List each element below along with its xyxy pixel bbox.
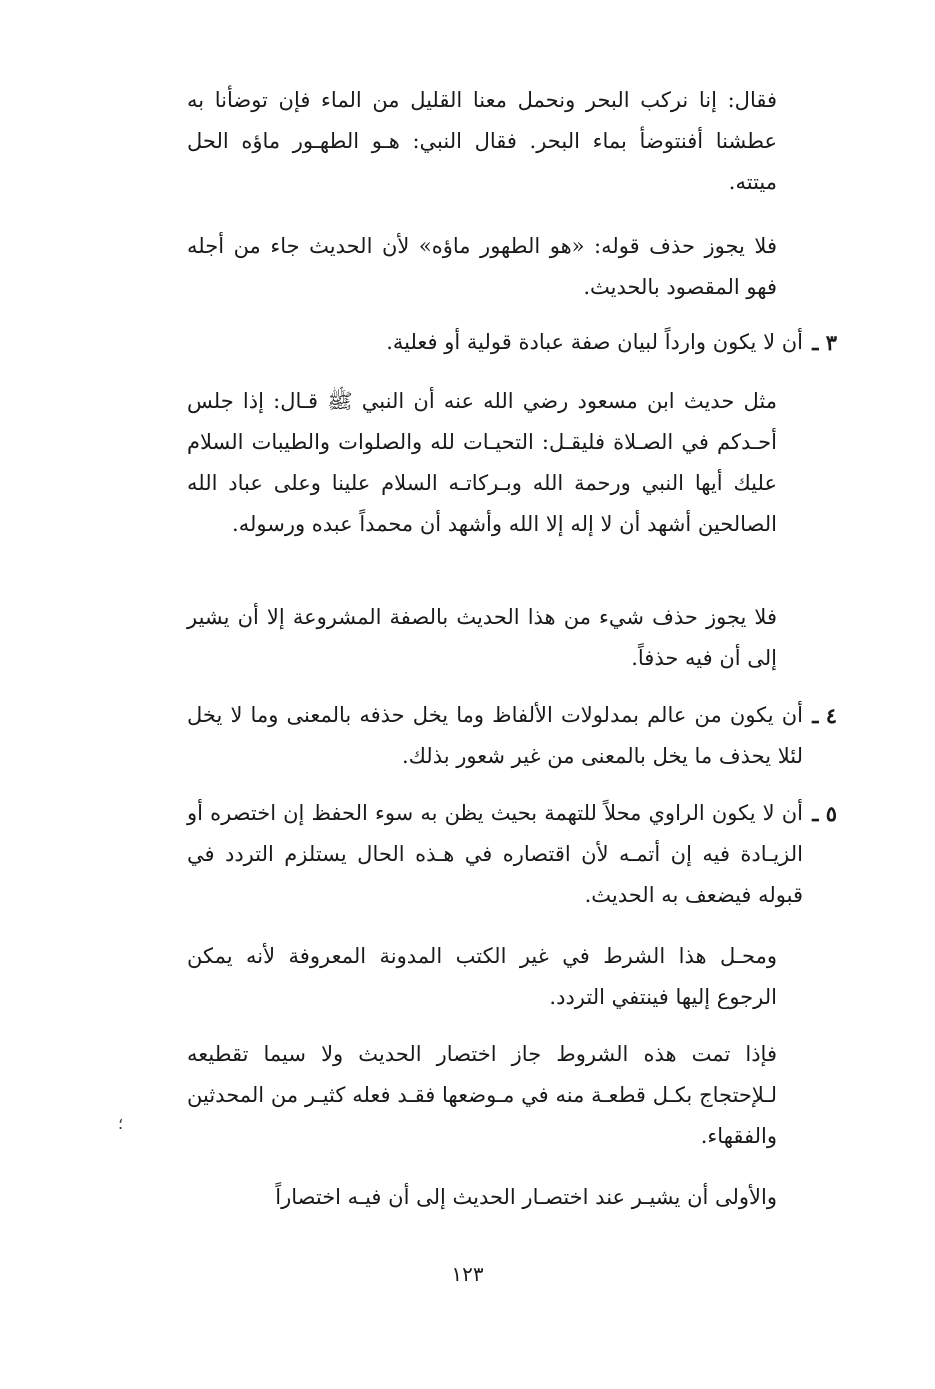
item-number: ٣ ـ	[812, 330, 837, 355]
paragraph-no-deletion-sea	[187, 226, 777, 308]
condition-item-4	[187, 695, 837, 777]
condition-item-5	[187, 793, 837, 916]
condition-item-3	[187, 322, 837, 363]
margin-mark: ؛	[118, 1114, 124, 1133]
paragraph-text: فإذا تمت هذه الشروط جاز اختصار الحديث ولا سيما تقطيعه لـلإحتجاج بكـل قطعـة منه في مـوضعها فقـد فعله كثيـر من المحدثين والفقهاء.	[187, 1042, 777, 1148]
paragraph-no-deletion-tashahhud	[187, 597, 777, 679]
paragraph-tashahhud-example	[187, 381, 777, 545]
item-text: أن لا يكون الراوي محلاً للتهمة بحيث يظن به سوء الحفظ إن اختصره أو الزيـادة فيه إن أتمـه لأن اقتصاره في هـذه الحال يستلزم التردد في قبوله فيضعف به الحديث.	[187, 801, 803, 907]
paragraph-text: فقال: إنا نركب البحر ونحمل معنا القليل من الماء فإن توضأنا به عطشنا أفنتوضأ بماء البحر. فقال النبي: هـو الطهـور ماؤه الحل ميتته.	[187, 88, 777, 194]
paragraph-text: مثل حديث ابن مسعود رضي الله عنه أن النبي ﷺ قـال: إذا جلس أحـدكم في الصـلاة فليقـل: التحيـات لله والصلوات والطيبات السلام عليك أيها النبي ورحمة الله وبـركاتـه السلام علينا وعلى عباد الله الصالحين أشهد أن لا إله إلا الله وأشهد أن محمداً عبده ورسوله.	[187, 389, 777, 536]
paragraph-text: والأولى أن يشيـر عند اختصـار الحديث إلى أن فيـه اختصاراً	[275, 1185, 777, 1209]
item-number: ٥ ـ	[812, 801, 837, 826]
item-number: ٤ ـ	[812, 703, 837, 728]
paragraph-text: فلا يجوز حذف شيء من هذا الحديث بالصفة المشروعة إلا أن يشير إلى أن فيه حذفاً.	[187, 605, 777, 670]
item-text: أن يكون من عالم بمدلولات الألفاظ وما يخل حذفه بالمعنى وما لا يخل لئلا يحذف ما يخل بالمعنى من غير شعور بذلك.	[187, 703, 803, 768]
paragraph-text: فلا يجوز حذف قوله: «هو الطهور ماؤه» لأن الحديث جاء من أجله فهو المقصود بالحديث.	[187, 234, 777, 299]
paragraph-abridgement-allowed	[187, 1034, 777, 1157]
page-number: ١٢٣	[451, 1262, 484, 1286]
item-text: أن لا يكون وارداً لبيان صفة عبادة قولية أو فعلية.	[386, 330, 803, 354]
paragraph-text: ومحـل هذا الشرط في غير الكتب المدونة المعروفة لأنه يمكن الرجوع إليها فينتفي التردد.	[187, 944, 777, 1009]
paragraph-hadith-sea-water	[187, 80, 777, 203]
paragraph-condition-scope	[187, 936, 777, 1018]
paragraph-better-to-indicate	[187, 1177, 777, 1218]
